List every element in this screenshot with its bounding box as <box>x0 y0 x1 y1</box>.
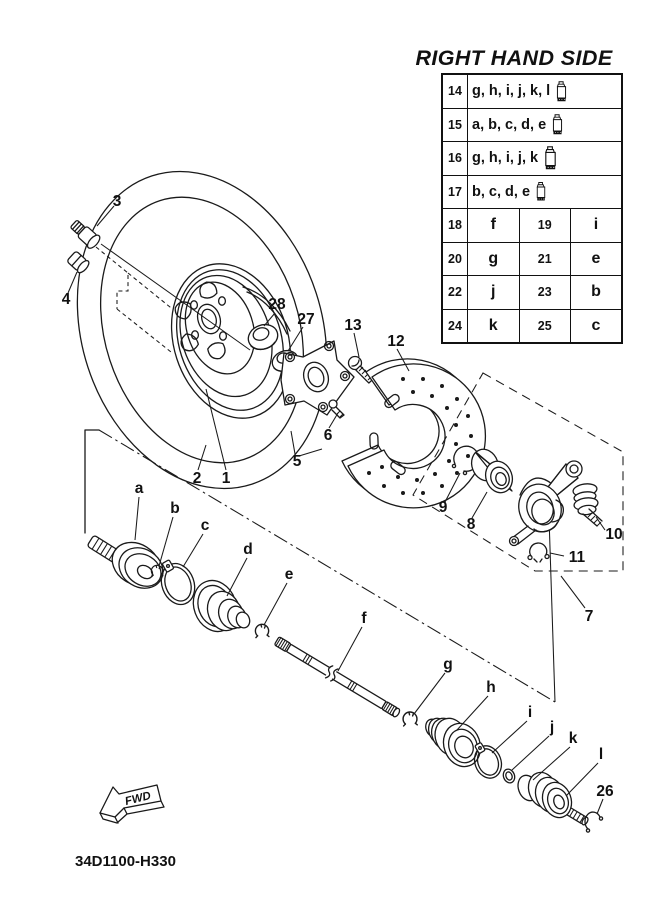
callout-j: j <box>549 719 555 736</box>
callout-c: c <box>200 517 210 534</box>
callout-f: f <box>361 610 367 627</box>
callout-5: 5 <box>292 453 302 470</box>
letter-list: g, h, i, j, k <box>472 150 539 167</box>
legend-row-22-23 <box>442 276 622 310</box>
cv-boot-h <box>423 714 486 772</box>
part-letter: b <box>571 276 623 310</box>
wheel-bearing <box>467 446 516 497</box>
legend-row-24-25 <box>442 309 622 343</box>
ref-number: 20 <box>442 242 468 276</box>
ref-number: 23 <box>519 276 571 310</box>
callout-a: a <box>134 480 144 497</box>
callout-2: 2 <box>192 470 202 487</box>
fwd-arrow <box>100 785 164 823</box>
diagram-code: 34D1100-H330 <box>75 853 176 870</box>
callout-i: i <box>527 704 533 721</box>
callout-d: d <box>243 541 253 558</box>
callout-13: 13 <box>344 317 362 334</box>
legend-row-16 <box>442 142 622 176</box>
callout-g: g <box>443 656 453 673</box>
letter-list: g, h, i, j, k, l <box>472 83 551 100</box>
callout-k: k <box>568 730 578 747</box>
grease-tube-icon <box>543 145 558 171</box>
ref-number: 15 <box>442 108 468 142</box>
callout-8: 8 <box>466 516 476 533</box>
clip-e <box>255 624 269 637</box>
steering-knuckle <box>510 461 583 546</box>
callout-1: 1 <box>221 470 231 487</box>
ref-number: 16 <box>442 142 468 176</box>
page-title: RIGHT HAND SIDE <box>415 46 613 70</box>
grease-tube-icon <box>535 179 547 204</box>
part-letter: i <box>571 209 623 243</box>
brake-disc-guard <box>342 359 485 508</box>
callout-6: 6 <box>323 427 333 444</box>
cv-joint-inner <box>524 768 590 826</box>
legend-table <box>441 73 623 344</box>
part-letter: j <box>468 276 520 310</box>
ring-j <box>501 768 516 785</box>
callout-h: h <box>486 679 496 696</box>
fwd-label: FWD <box>123 790 153 808</box>
legend-row-20-21 <box>442 242 622 276</box>
ref-number: 19 <box>519 209 571 243</box>
legend-row-14 <box>442 74 622 108</box>
callout-e: e <box>284 566 294 583</box>
callout-10: 10 <box>605 526 623 543</box>
callout-26: 26 <box>596 783 614 800</box>
letter-list: b, c, d, e <box>472 183 531 200</box>
callout-12: 12 <box>387 333 405 350</box>
circlip-11 <box>528 543 549 562</box>
letter-list: a, b, c, d, e <box>472 116 547 133</box>
ref-number: 24 <box>442 309 468 343</box>
callout-9: 9 <box>438 499 448 516</box>
callout-11: 11 <box>568 549 586 566</box>
legend-row-15 <box>442 108 622 142</box>
ref-number: 18 <box>442 209 468 243</box>
clip-g <box>403 712 417 726</box>
ref-number: 17 <box>442 175 468 209</box>
grease-tube-icon <box>555 79 568 104</box>
callout-27: 27 <box>297 311 315 328</box>
grease-tube-icon <box>551 112 564 137</box>
part-letter: f <box>468 209 520 243</box>
legend-row-18-19 <box>442 209 622 243</box>
part-letter: k <box>468 309 520 343</box>
callout-4: 4 <box>61 291 71 308</box>
cv-boot-d <box>186 574 251 637</box>
part-letter: g <box>468 242 520 276</box>
callout-7: 7 <box>584 608 594 625</box>
wheel-rim <box>152 248 309 433</box>
callout-28: 28 <box>268 296 286 313</box>
callout-3: 3 <box>112 193 122 210</box>
valve-nut <box>66 250 91 274</box>
callout-l: l <box>598 746 604 763</box>
part-letter: e <box>571 242 623 276</box>
ref-number: 14 <box>442 74 468 108</box>
axle-shaft <box>273 634 402 719</box>
ref-number: 21 <box>519 242 571 276</box>
ref-number: 25 <box>519 309 571 343</box>
part-letter: c <box>571 309 623 343</box>
legend-row-17 <box>442 175 622 209</box>
callout-b: b <box>170 500 180 517</box>
ref-number: 22 <box>442 276 468 310</box>
